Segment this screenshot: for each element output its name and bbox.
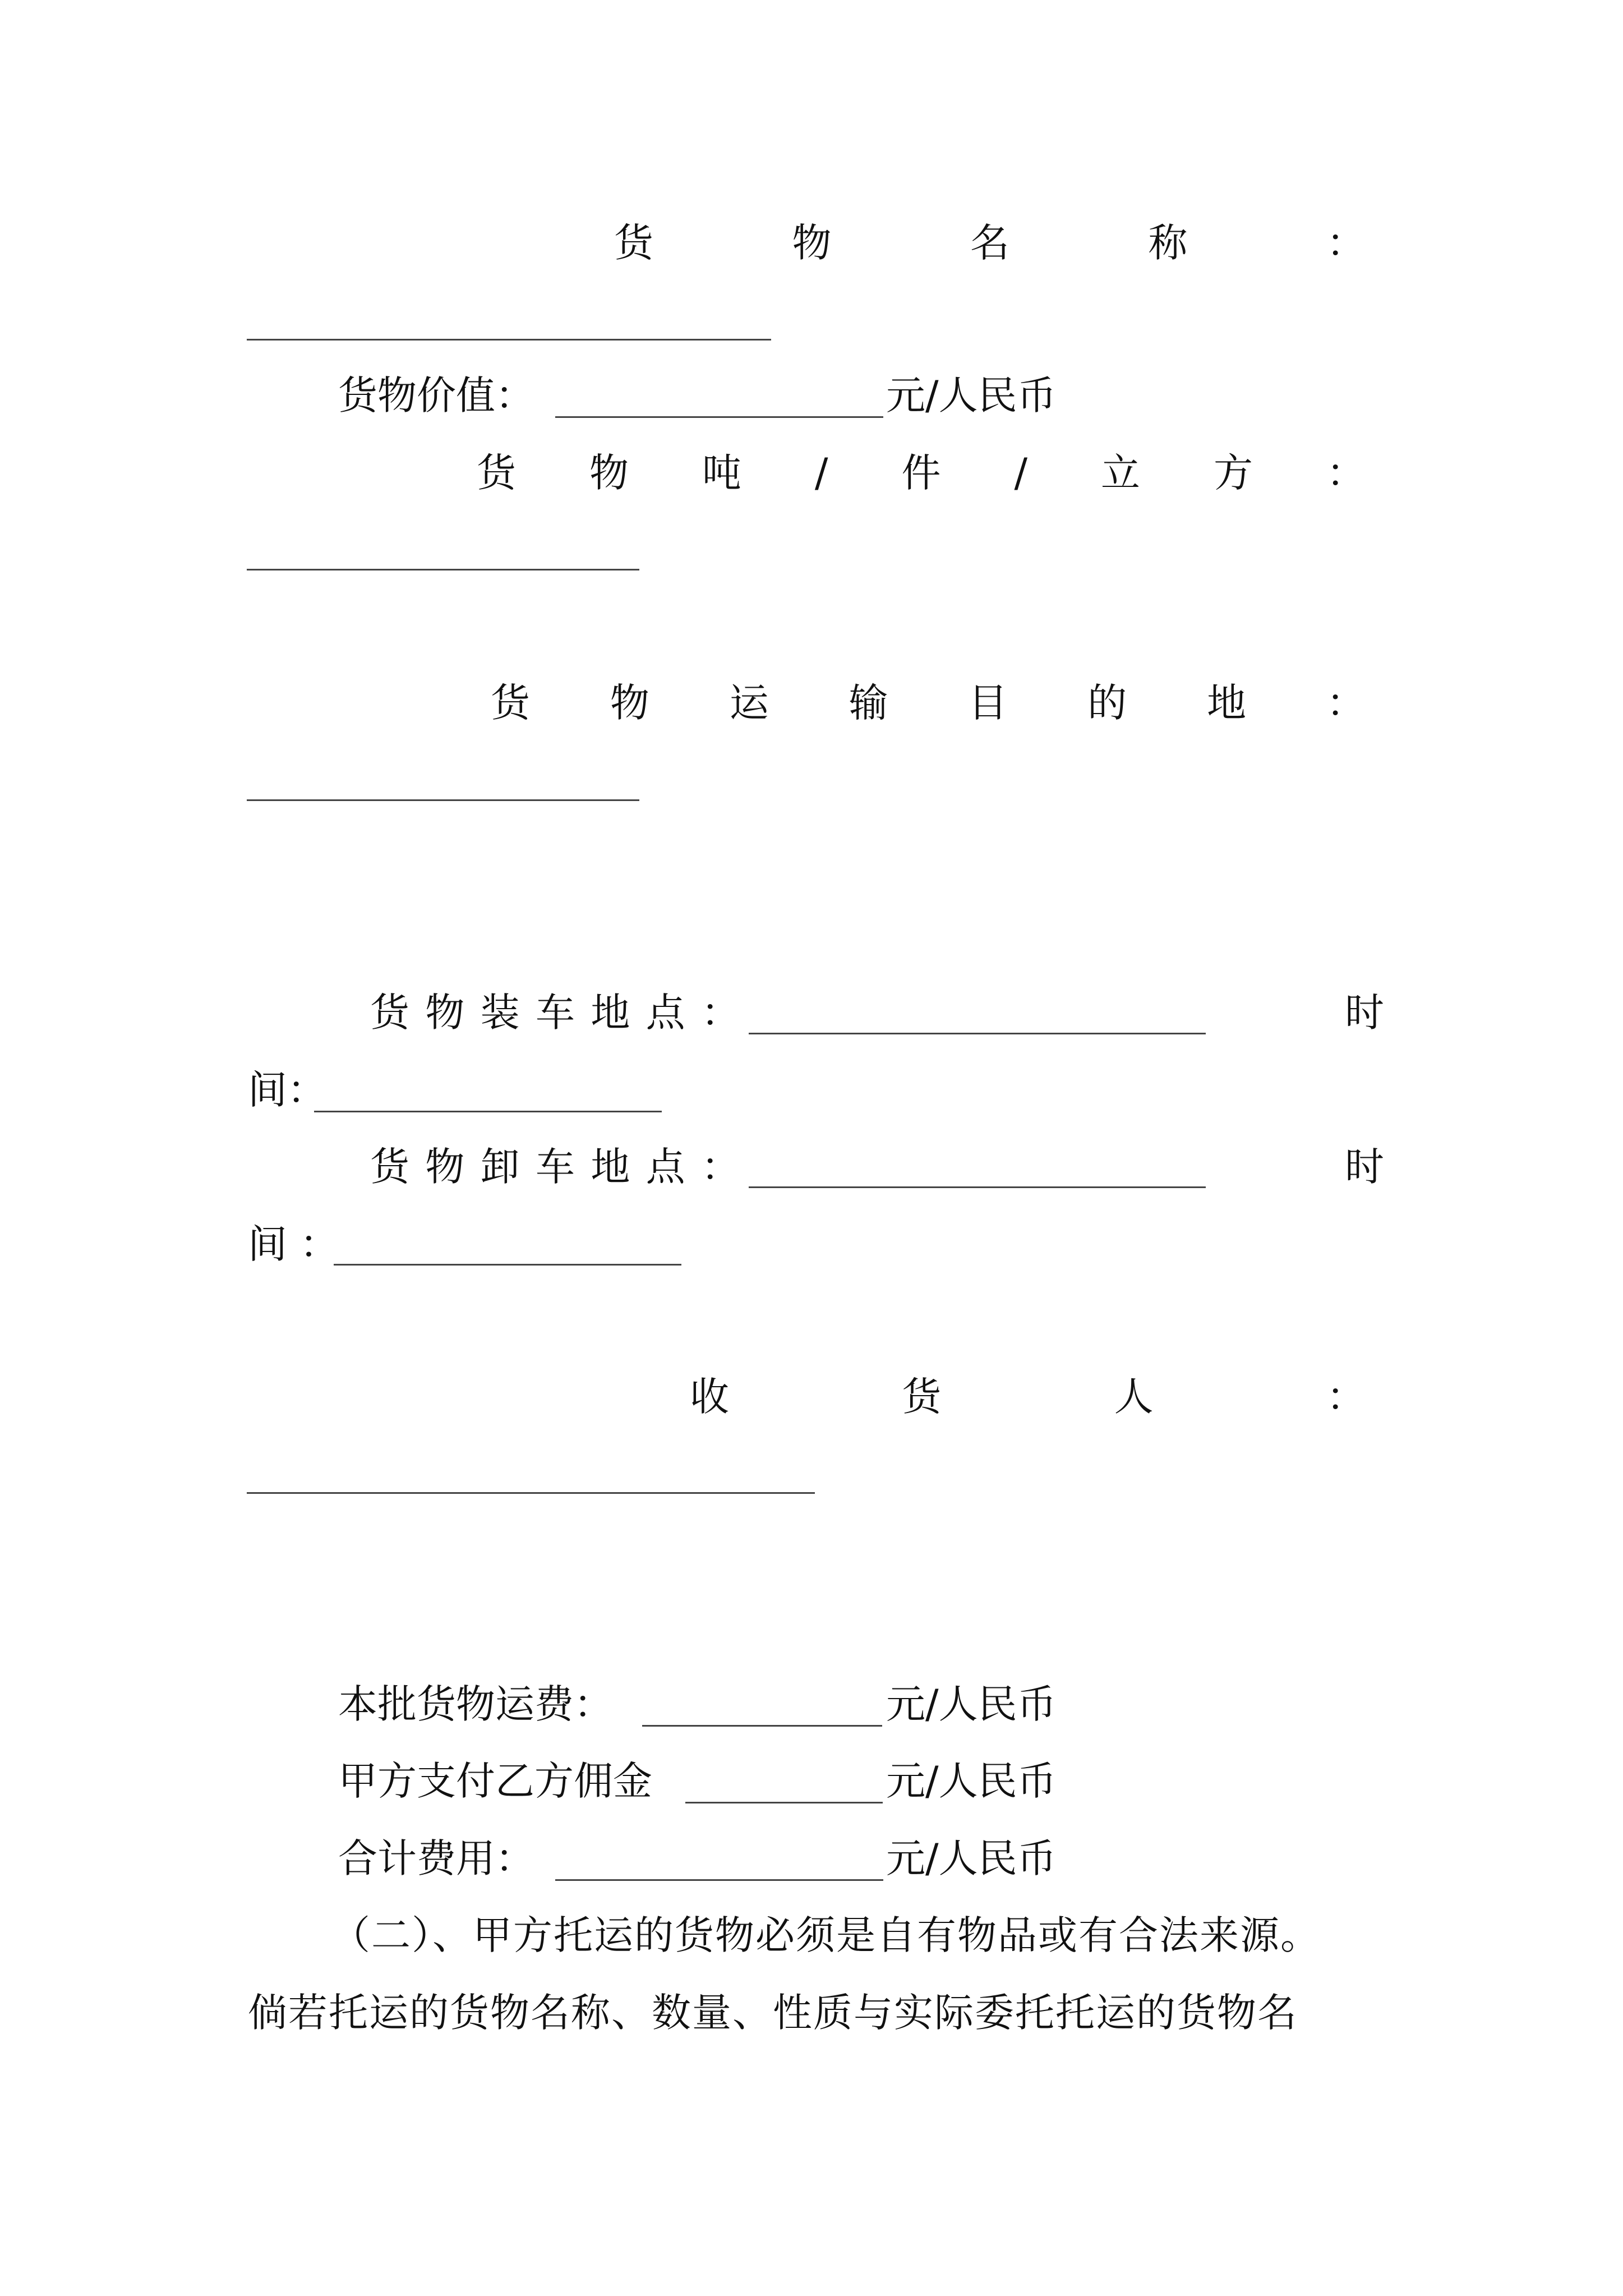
label-char: 物 [792,220,832,266]
label-char: 卸 [480,1144,520,1190]
destination-blank[interactable] [247,799,639,801]
label-char: 人 [1114,1374,1154,1420]
label-char: 物 [589,450,629,496]
label-char: 货 [370,990,409,1036]
label-char: ： [700,990,740,1036]
label-char: 收 [690,1374,729,1420]
total-unit: 元/人民币 [886,1835,1057,1881]
label-char: ： [1326,680,1366,726]
label-char: / [1014,450,1028,496]
label-char: 输 [849,680,888,726]
loading-time-label-part1: 时 [1345,990,1384,1036]
unloading-time-label-part2: 间 ： [248,1221,339,1267]
label-char: 运 [729,680,769,726]
cargo-quantity-blank[interactable] [247,569,639,570]
label-char: 货 [491,680,530,726]
label-char: 目 [968,680,1008,726]
loading-time-blank[interactable] [314,1111,662,1112]
label-char: 立 [1101,450,1140,496]
label-char: 货 [614,220,653,266]
label-char: 地 [1207,680,1247,726]
unloading-time-label-part1: 时 [1345,1144,1384,1190]
label-char: 吨 [702,450,741,496]
destination-label [491,680,1366,726]
loading-time-label-part2: 间： [248,1067,326,1113]
loading-place-label [370,990,740,1036]
consignee-blank[interactable] [247,1492,815,1494]
label-char: 点 [645,1144,685,1190]
label-char: 地 [591,1144,630,1190]
label-char: / [814,450,828,496]
label-char: 货 [370,1144,409,1190]
freight-label: 本批货物运费： [338,1681,613,1727]
unloading-place-label [370,1144,740,1190]
cargo-value-label: 货物价值： [338,372,534,418]
label-char: 货 [902,1374,942,1420]
loading-place-blank[interactable] [749,1033,1206,1034]
consignee-label [690,1374,1366,1420]
cargo-value-unit: 元/人民币 [886,372,1057,418]
label-char: 物 [610,680,649,726]
unloading-place-blank[interactable] [749,1186,1206,1188]
label-char: ： [1326,220,1366,266]
label-char: 物 [425,990,465,1036]
freight-blank[interactable] [642,1725,882,1727]
commission-label: 甲方支付乙方佣金 [338,1758,652,1804]
cargo-name-blank[interactable] [247,339,771,341]
label-char: 件 [901,450,941,496]
label-char: 装 [480,990,520,1036]
label-char: 名 [970,220,1009,266]
label-char: 方 [1213,450,1253,496]
label-char: 的 [1087,680,1127,726]
unloading-time-blank[interactable] [334,1264,681,1266]
freight-unit: 元/人民币 [886,1681,1057,1727]
cargo-value-blank[interactable] [555,416,883,418]
cargo-name-label [614,220,1366,266]
clause-line-1: （二）、甲方托运的货物必须是自有物品或有合法来源。 [331,1912,1321,1958]
total-label: 合计费用： [338,1835,534,1881]
label-char: 物 [425,1144,465,1190]
label-char: 称 [1148,220,1188,266]
label-char: ： [700,1144,740,1190]
total-blank[interactable] [555,1879,883,1881]
clause-line-2: 倘若托运的货物名称、数量、性质与实际委托托运的货物名 [248,1990,1298,2036]
commission-unit: 元/人民币 [886,1758,1057,1804]
label-char: 地 [591,990,630,1036]
label-char: ： [1326,450,1366,496]
label-char: 车 [535,1144,575,1190]
label-char: ： [1326,1374,1366,1420]
commission-blank[interactable] [685,1802,883,1803]
label-char: 货 [477,450,516,496]
label-char: 点 [645,990,685,1036]
cargo-quantity-label [477,450,1366,496]
label-char: 车 [535,990,575,1036]
